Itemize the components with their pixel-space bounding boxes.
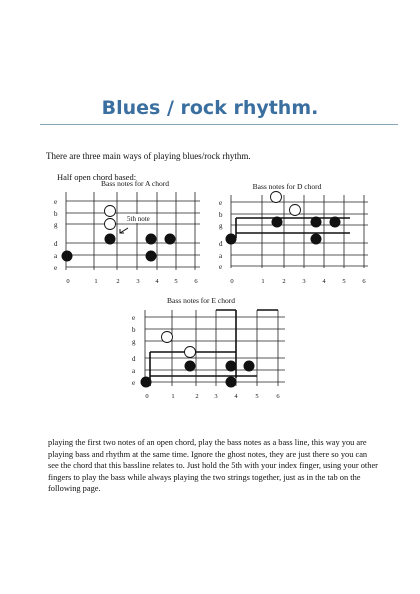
- bass-note: [141, 377, 152, 388]
- arrow-icon: [120, 228, 128, 233]
- string-label: e: [132, 314, 136, 322]
- intro-text: There are three main ways of playing blues/rock rhythm.: [46, 151, 251, 161]
- bass-note: [226, 377, 237, 388]
- fret-number: 0: [145, 393, 149, 400]
- fret-number: 1: [94, 278, 98, 285]
- fret-number: 5: [174, 278, 178, 285]
- bass-note: [185, 361, 196, 372]
- string-label: g: [219, 222, 223, 230]
- bass-note: [330, 217, 341, 228]
- fret-number: 3: [214, 393, 218, 400]
- string-label: g: [132, 338, 136, 346]
- fret-number: 0: [66, 278, 70, 285]
- fret-number: 3: [136, 278, 140, 285]
- ghost-note: [271, 192, 282, 203]
- ghost-note: [162, 332, 173, 343]
- ghost-note: [105, 206, 116, 217]
- bass-note: [311, 234, 322, 245]
- string-label: e: [54, 198, 58, 206]
- string-label: b: [219, 211, 223, 219]
- diagram-d-chord: [219, 182, 368, 285]
- bass-note: [226, 361, 237, 372]
- diagram-caption: Bass notes for E chord: [167, 296, 235, 305]
- bass-note: [244, 361, 255, 372]
- string-label: a: [219, 252, 223, 260]
- fret-number: 4: [322, 278, 326, 285]
- fret-number: 6: [362, 278, 366, 285]
- string-label: d: [219, 240, 223, 248]
- body-paragraph: playing the first two notes of an open chord, play the bass notes as a bass line, this way you are playing bass and rhythm at the same time. Ignore the ghost notes, they are just there so you can see the chord that this bassline relates to. Just hold the 5th with your index finger, using your other fingers to play the bass while always playing the two strings together, just as in the tab on the following page.: [48, 438, 378, 494]
- bass-note: [105, 234, 116, 245]
- string-label: e: [219, 263, 223, 271]
- section-label: Half open chord based:: [57, 172, 137, 182]
- fret-number: 0: [230, 278, 234, 285]
- string-label: e: [54, 264, 58, 272]
- fret-number: 5: [255, 393, 259, 400]
- page-title: Blues / rock rhythm.: [101, 97, 319, 119]
- string-label: e: [132, 379, 136, 387]
- diagram-caption: Bass notes for A chord: [101, 179, 169, 188]
- string-label: a: [132, 367, 136, 375]
- bass-note: [146, 234, 157, 245]
- string-label: g: [54, 221, 58, 229]
- fret-number: 3: [302, 278, 306, 285]
- fret-number: 2: [195, 393, 199, 400]
- diagram-a-chord: [54, 179, 200, 285]
- string-label: d: [132, 355, 136, 363]
- fret-number: 4: [234, 393, 238, 400]
- bass-note: [311, 217, 322, 228]
- fret-number: 1: [261, 278, 265, 285]
- bass-note: [165, 234, 176, 245]
- fret-number: 6: [276, 393, 280, 400]
- fret-number: 2: [282, 278, 286, 285]
- string-label: e: [219, 199, 223, 207]
- fret-number: 6: [194, 278, 198, 285]
- bass-note: [62, 251, 73, 262]
- fret-number: 2: [116, 278, 120, 285]
- ghost-note: [105, 219, 116, 230]
- ghost-note: [290, 205, 301, 216]
- fret-number: 1: [171, 393, 175, 400]
- bass-note: [272, 217, 283, 228]
- annotation-text: 5th note: [127, 215, 150, 223]
- fret-number: 5: [342, 278, 346, 285]
- ghost-note: [185, 347, 196, 358]
- fret-number: 4: [155, 278, 159, 285]
- string-label: d: [54, 240, 58, 248]
- diagram-e-chord: [132, 296, 285, 400]
- bass-note: [146, 251, 157, 262]
- string-label: b: [54, 210, 58, 218]
- string-label: b: [132, 326, 136, 334]
- diagram-caption: Bass notes for D chord: [252, 182, 322, 191]
- string-label: a: [54, 252, 58, 260]
- bass-note: [226, 234, 237, 245]
